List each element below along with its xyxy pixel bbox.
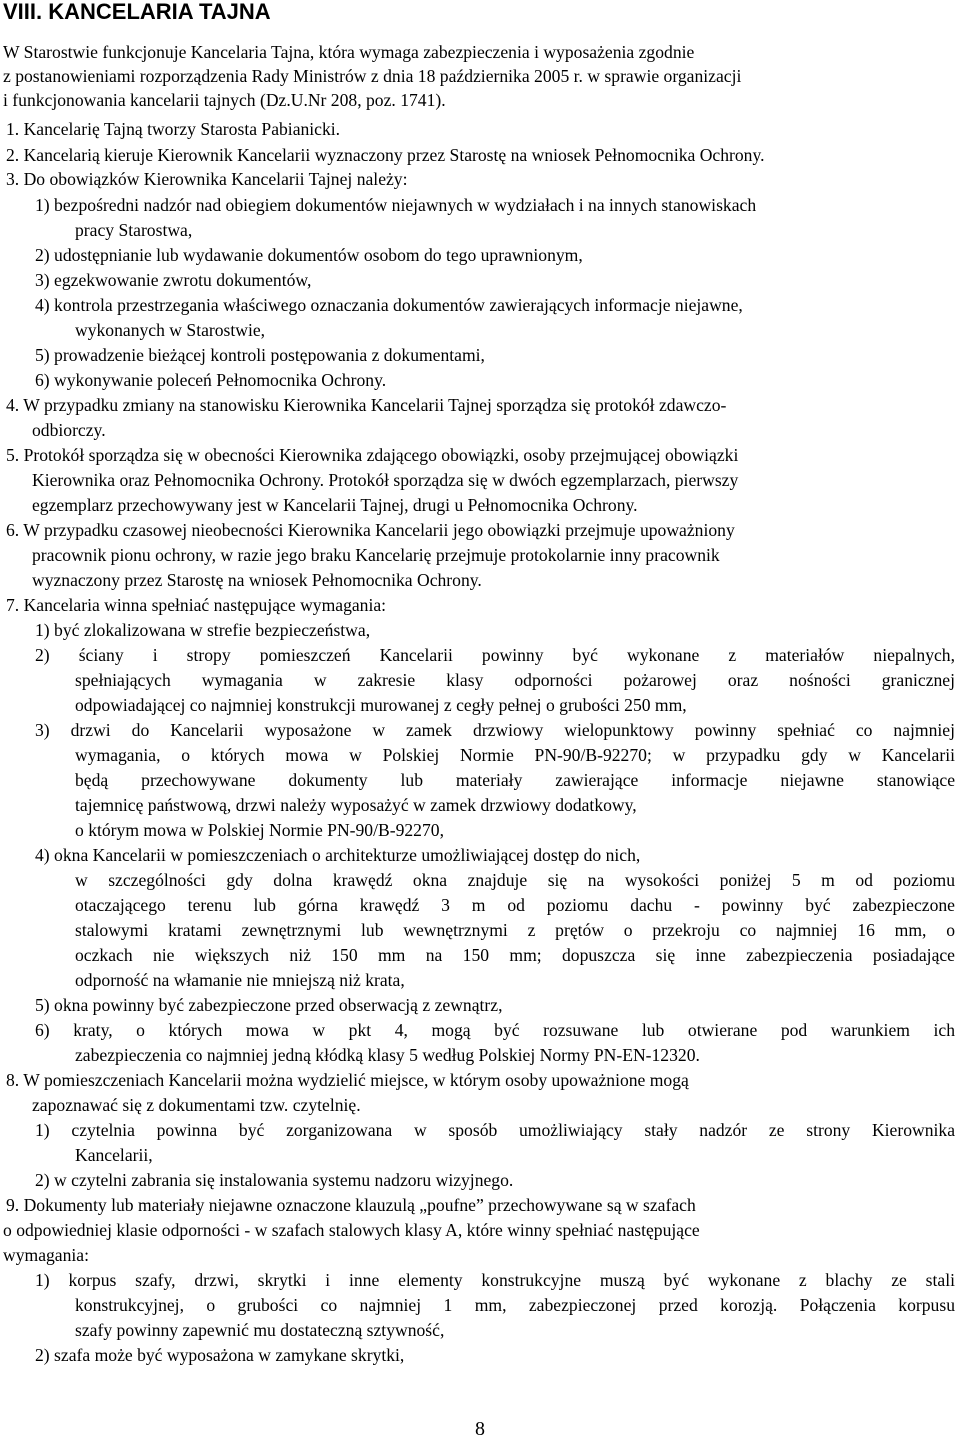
sub-list-item: 2) udostępnianie lub wydawanie dokumentów osobom do tego uprawnionym, (35, 245, 583, 265)
sub-list-item-continuation: Kancelarii, (75, 1145, 153, 1165)
list-item: 3. Do obowiązków Kierownika Kancelarii Tajnej należy: (6, 169, 408, 189)
section-title: VIII. KANCELARIA TAJNA (3, 0, 271, 24)
sub-list-item-continuation: spełniających wymagania w zakresie klasy odporności pożarowej oraz nośności granicznej (75, 670, 955, 690)
list-item: 8. W pomieszczeniach Kancelarii można wydzielić miejsce, w którym osoby upoważnione mogą (6, 1070, 689, 1090)
sub-list-item-continuation: odpowiadającej co najmniej konstrukcji murowanej z cegły pełnej o grubości 250 mm, (75, 695, 687, 715)
sub-list-item-continuation: tajemnicę państwową, drzwi należy wyposażyć w zamek drzwiowy dodatkowy, (75, 795, 637, 815)
list-item-continuation: odbiorczy. (32, 420, 106, 440)
sub-list-item: 1) czytelnia powinna być zorganizowana w sposób umożliwiający stały nadzór ze strony Kierownika (35, 1120, 955, 1140)
sub-list-item: 2) w czytelni zabrania się instalowania systemu nadzoru wizyjnego. (35, 1170, 514, 1190)
text-line: i funkcjonowania kancelarii tajnych (Dz.U.Nr 208, poz. 1741). (3, 90, 446, 110)
sub-list-item-continuation: wykonanych w Starostwie, (75, 320, 266, 340)
sub-list-item: 2) ściany i stropy pomieszczeń Kancelarii powinny być wykonane z materiałów niepalnych, (35, 645, 955, 665)
list-item: 6. W przypadku czasowej nieobecności Kierownika Kancelarii jego obowiązki przejmuje upoważniony (6, 520, 735, 540)
sub-list-item: 1) bezpośredni nadzór nad obiegiem dokumentów niejawnych w wydziałach i na innych stanowiskach (35, 195, 757, 215)
list-item-continuation: pracownik pionu ochrony, w razie jego braku Kancelarię przejmuje protokolarnie inny pracownik (32, 545, 720, 565)
sub-list-item: 6) kraty, o których mowa w pkt 4, mogą być rozsuwane lub otwierane pod warunkiem ich (35, 1020, 955, 1040)
list-item-continuation: o odpowiedniej klasie odporności - w szafach stalowych klasy A, które winny spełniać następujące (3, 1220, 700, 1240)
sub-list-item: 3) egzekwowanie zwrotu dokumentów, (35, 270, 312, 290)
sub-list-item-continuation: otaczającego terenu lub górna krawędź 3 m od poziomu dachu - powinny być zabezpieczone (75, 895, 955, 915)
sub-list-item-continuation: o którym mowa w Polskiej Normie PN-90/B-92270, (75, 820, 444, 840)
list-item: 4. W przypadku zmiany na stanowisku Kierownika Kancelarii Tajnej sporządza się protokół zdawczo- (6, 395, 727, 415)
sub-list-item-continuation: wymagania, o których mowa w Polskiej Normie PN-90/B-92270; w przypadku gdy w Kancelarii (75, 745, 955, 765)
sub-list-item: 6) wykonywanie poleceń Pełnomocnika Ochrony. (35, 370, 387, 390)
sub-list-item: 4) kontrola przestrzegania właściwego oznaczania dokumentów zawierających informacje niejawne, (35, 295, 743, 315)
list-item-continuation: egzemplarz przechowywany jest w Kancelarii Tajnej, drugi u Pełnomocnika Ochrony. (32, 495, 638, 515)
sub-list-item: 3) drzwi do Kancelarii wyposażone w zamek drzwiowy wielopunktowy powinny spełniać co najmniej (35, 720, 955, 740)
sub-list-item-continuation: będą przechowywane dokumenty lub materiały zawierające informacje niejawne stanowiące (75, 770, 955, 790)
sub-list-item-continuation: oczkach nie większych niż 150 mm na 150 mm; dopuszcza się inne zabezpieczenia posiadające (75, 945, 955, 965)
list-item-continuation: wymagania: (3, 1245, 89, 1265)
list-item-continuation: Kierownika oraz Pełnomocnika Ochrony. Protokół sporządza się w dwóch egzemplarzach, pierwszy (32, 470, 739, 490)
list-item-continuation: zapoznawać się z dokumentami tzw. czytelnię. (32, 1095, 361, 1115)
list-item: 1. Kancelarię Tajną tworzy Starosta Pabianicki. (6, 119, 341, 139)
list-item: 5. Protokół sporządza się w obecności Kierownika zdającego obowiązki, osoby przejmującej obowiązki (6, 445, 739, 465)
sub-list-item-continuation: konstrukcyjnej, o grubości co najmniej 1 mm, zabezpieczonej przed korozją. Połączenia korpusu (75, 1295, 955, 1315)
sub-list-item-continuation: stalowymi kratami zewnętrznymi lub wewnętrznymi z prętów o przekroju co najmniej 16 mm, o (75, 920, 955, 940)
sub-list-item-continuation: zabezpieczenia co najmniej jedną kłódką klasy 5 według Polskiej Normy PN-EN-12320. (75, 1045, 700, 1065)
list-item: 9. Dokumenty lub materiały niejawne oznaczone klauzulą „poufne” przechowywane są w szafach (6, 1195, 696, 1215)
sub-list-item-continuation: szafy powinny zapewnić mu dostateczną sztywność, (75, 1320, 445, 1340)
sub-list-item: 5) prowadzenie bieżącej kontroli postępowania z dokumentami, (35, 345, 485, 365)
sub-list-item-continuation: odporność na włamanie nie mniejszą niż krata, (75, 970, 405, 990)
sub-list-item: 1) być zlokalizowana w strefie bezpieczeństwa, (35, 620, 371, 640)
sub-list-item: 1) korpus szafy, drzwi, skrytki i inne elementy konstrukcyjne muszą być wykonane z blachy ze stali (35, 1270, 955, 1290)
page-number: 8 (475, 1418, 485, 1440)
sub-list-item-continuation: w szczególności gdy dolna krawędź okna znajduje się na wysokości poniżej 5 m od poziomu (75, 870, 955, 890)
list-item-continuation: wyznaczony przez Starostę na wniosek Pełnomocnika Ochrony. (32, 570, 482, 590)
list-item: 2. Kancelarią kieruje Kierownik Kancelarii wyznaczony przez Starostę na wniosek Pełnomocnika Ochrony. (6, 145, 765, 165)
sub-list-item-continuation: pracy Starostwa, (75, 220, 193, 240)
sub-list-item: 5) okna powinny być zabezpieczone przed obserwacją z zewnątrz, (35, 995, 503, 1015)
text-line: z postanowieniami rozporządzenia Rady Ministrów z dnia 18 października 2005 r. w sprawie organizacji (3, 66, 742, 86)
list-item: 7. Kancelaria winna spełniać następujące wymagania: (6, 595, 387, 615)
text-line: W Starostwie funkcjonuje Kancelaria Tajna, która wymaga zabezpieczenia i wyposażenia zgodnie (3, 42, 695, 62)
sub-list-item: 2) szafa może być wyposażona w zamykane skrytki, (35, 1345, 405, 1365)
sub-list-item: 4) okna Kancelarii w pomieszczeniach o architekturze umożliwiającej dostęp do nich, (35, 845, 641, 865)
